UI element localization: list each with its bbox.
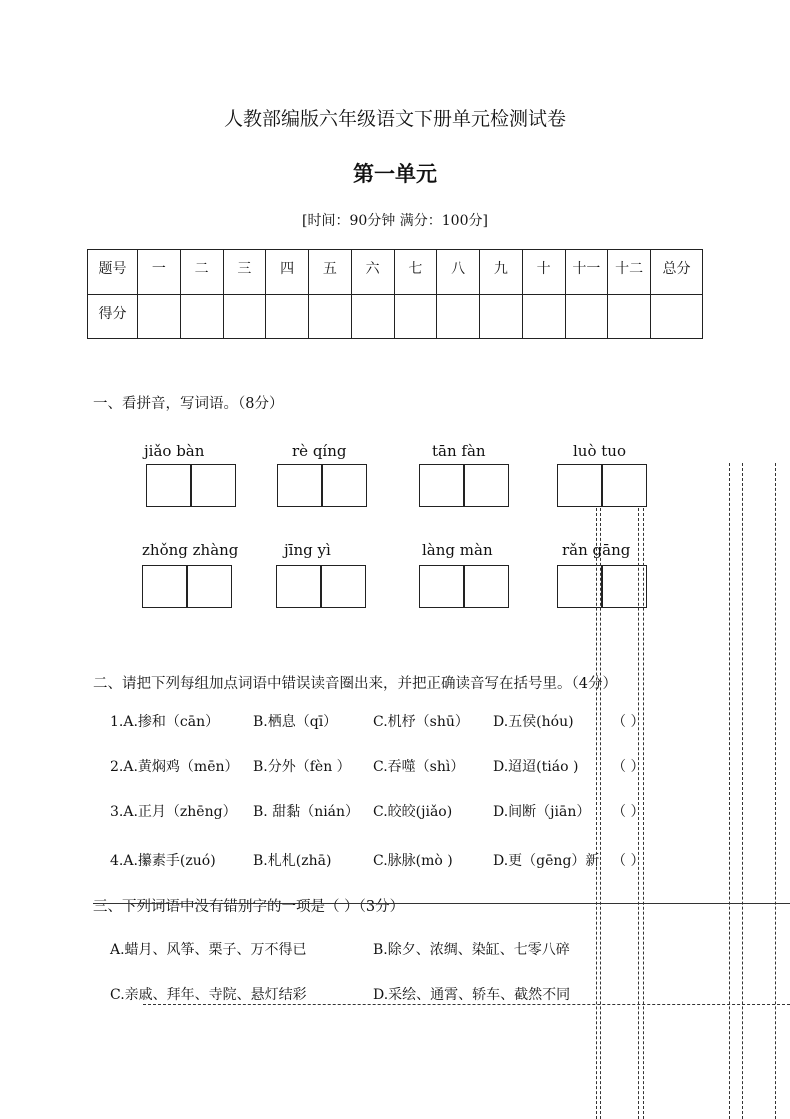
question-option: 1.A.掺和（cān） [110,714,220,730]
column-label: 九 [480,250,523,295]
exam-title: 人教部编版六年级语文下册单元检测试卷 [223,108,566,130]
question-option: 4.A.攥素手(zuó) [110,853,216,869]
answer-parentheses[interactable]: （ ） [612,853,645,869]
writing-box[interactable] [277,464,322,507]
section2-heading: 二、请把下列每组加点词语中错误读音圈出来，并把正确读音写在括号里。（4分） [93,676,617,692]
column-label: 五 [309,250,352,295]
score-cell[interactable] [437,294,480,339]
question-number-label: 题号 [88,250,138,295]
choice-option: C.亲戚、拜年、寺院、悬灯结彩 [110,987,307,1003]
question-option: B.札札(zhā) [253,853,332,869]
overlay-dashed-line [600,508,601,1119]
column-label: 十 [522,250,565,295]
overlay-dashed-line [596,508,597,1119]
question-option: C.机杼（shū） [373,714,469,730]
pinyin-label: làng màn [422,541,493,559]
question-option: B.栖息（qī） [253,714,338,730]
overlay-line [93,903,790,904]
overlay-dashed-line [729,463,730,1119]
column-label: 四 [266,250,309,295]
writing-box[interactable] [602,565,647,608]
choice-option: B.除夕、浓绸、染缸、七零八碎 [373,942,570,958]
score-cell[interactable] [180,294,223,339]
column-label: 二 [180,250,223,295]
question-option: D.迢迢(tiáo ) [493,759,579,775]
pinyin-label: rǎn gāng [562,541,631,559]
writing-box[interactable] [464,565,509,608]
column-label: 一 [138,250,181,295]
overlay-dashed-line [143,1004,790,1005]
writing-box[interactable] [191,464,236,507]
writing-box[interactable] [557,464,602,507]
score-cell[interactable] [608,294,651,339]
writing-box[interactable] [146,464,191,507]
choice-option: A.蜡月、风筝、栗子、万不得已 [110,942,307,958]
pinyin-label: jiǎo bàn [144,442,205,460]
question-option: C.脉脉(mò ) [373,853,453,869]
score-cell[interactable] [565,294,608,339]
pinyin-label: rè qíng [292,442,347,460]
score-cell[interactable] [351,294,394,339]
unit-title: 第一单元 [353,161,437,186]
overlay-dashed-line [742,463,743,1119]
column-label: 十二 [608,250,651,295]
score-cell[interactable] [266,294,309,339]
column-label: 八 [437,250,480,295]
score-table-header-row [88,250,703,295]
question-option: 3.A.正月（zhēng） [110,804,237,820]
pinyin-label: tān fàn [432,442,486,460]
answer-parentheses[interactable]: （ ） [612,804,645,820]
total-label: 总分 [651,250,703,295]
writing-box[interactable] [322,464,367,507]
question-option: C.吞噬（shì） [373,759,465,775]
pinyin-label: jīng yì [284,541,331,559]
writing-box[interactable] [321,565,366,608]
column-label: 七 [394,250,437,295]
question-option: D.间断（jiān） [493,804,591,820]
question-option: C.皎皎(jiǎo) [373,804,453,820]
writing-box[interactable] [602,464,647,507]
writing-box[interactable] [187,565,232,608]
writing-box[interactable] [464,464,509,507]
pinyin-label: zhǒng zhàng [142,541,239,559]
question-option: D.更（gēng）新 [493,853,600,869]
column-label: 六 [351,250,394,295]
question-option: B. 甜黏（nián） [253,804,360,820]
writing-box[interactable] [142,565,187,608]
score-cell[interactable] [522,294,565,339]
answer-parentheses[interactable]: （ ） [612,714,645,730]
writing-box[interactable] [419,464,464,507]
section3-heading: 三、下列词语中没有错别字的一项是（ ）（3分） [93,899,405,915]
choice-option: D.采绘、通霄、轿车、截然不同 [373,987,571,1003]
writing-box[interactable] [276,565,321,608]
score-cell[interactable] [223,294,266,339]
overlay-dashed-line [643,508,644,1119]
overlay-dashed-line [775,463,776,1119]
overlay-dashed-line [638,508,639,1119]
score-label: 得分 [88,294,138,339]
score-cell[interactable] [480,294,523,339]
question-option: B.分外（fèn ） [253,759,351,775]
score-table-score-row [88,294,703,339]
score-cell[interactable] [309,294,352,339]
answer-parentheses[interactable]: （ ） [612,759,645,775]
column-label: 十一 [565,250,608,295]
question-option: D.五侯(hóu) [493,714,574,730]
pinyin-label: luò tuo [573,442,626,460]
score-table [87,249,703,339]
score-cell[interactable] [138,294,181,339]
question-option: 2.A.黄焖鸡（mēn） [110,759,239,775]
score-cell[interactable] [394,294,437,339]
column-label: 三 [223,250,266,295]
exam-meta: [时间：90分钟 满分：100分] [302,213,488,229]
section1-heading: 一、看拼音，写词语。（8分） [93,396,284,412]
writing-box[interactable] [419,565,464,608]
score-cell[interactable] [651,294,703,339]
